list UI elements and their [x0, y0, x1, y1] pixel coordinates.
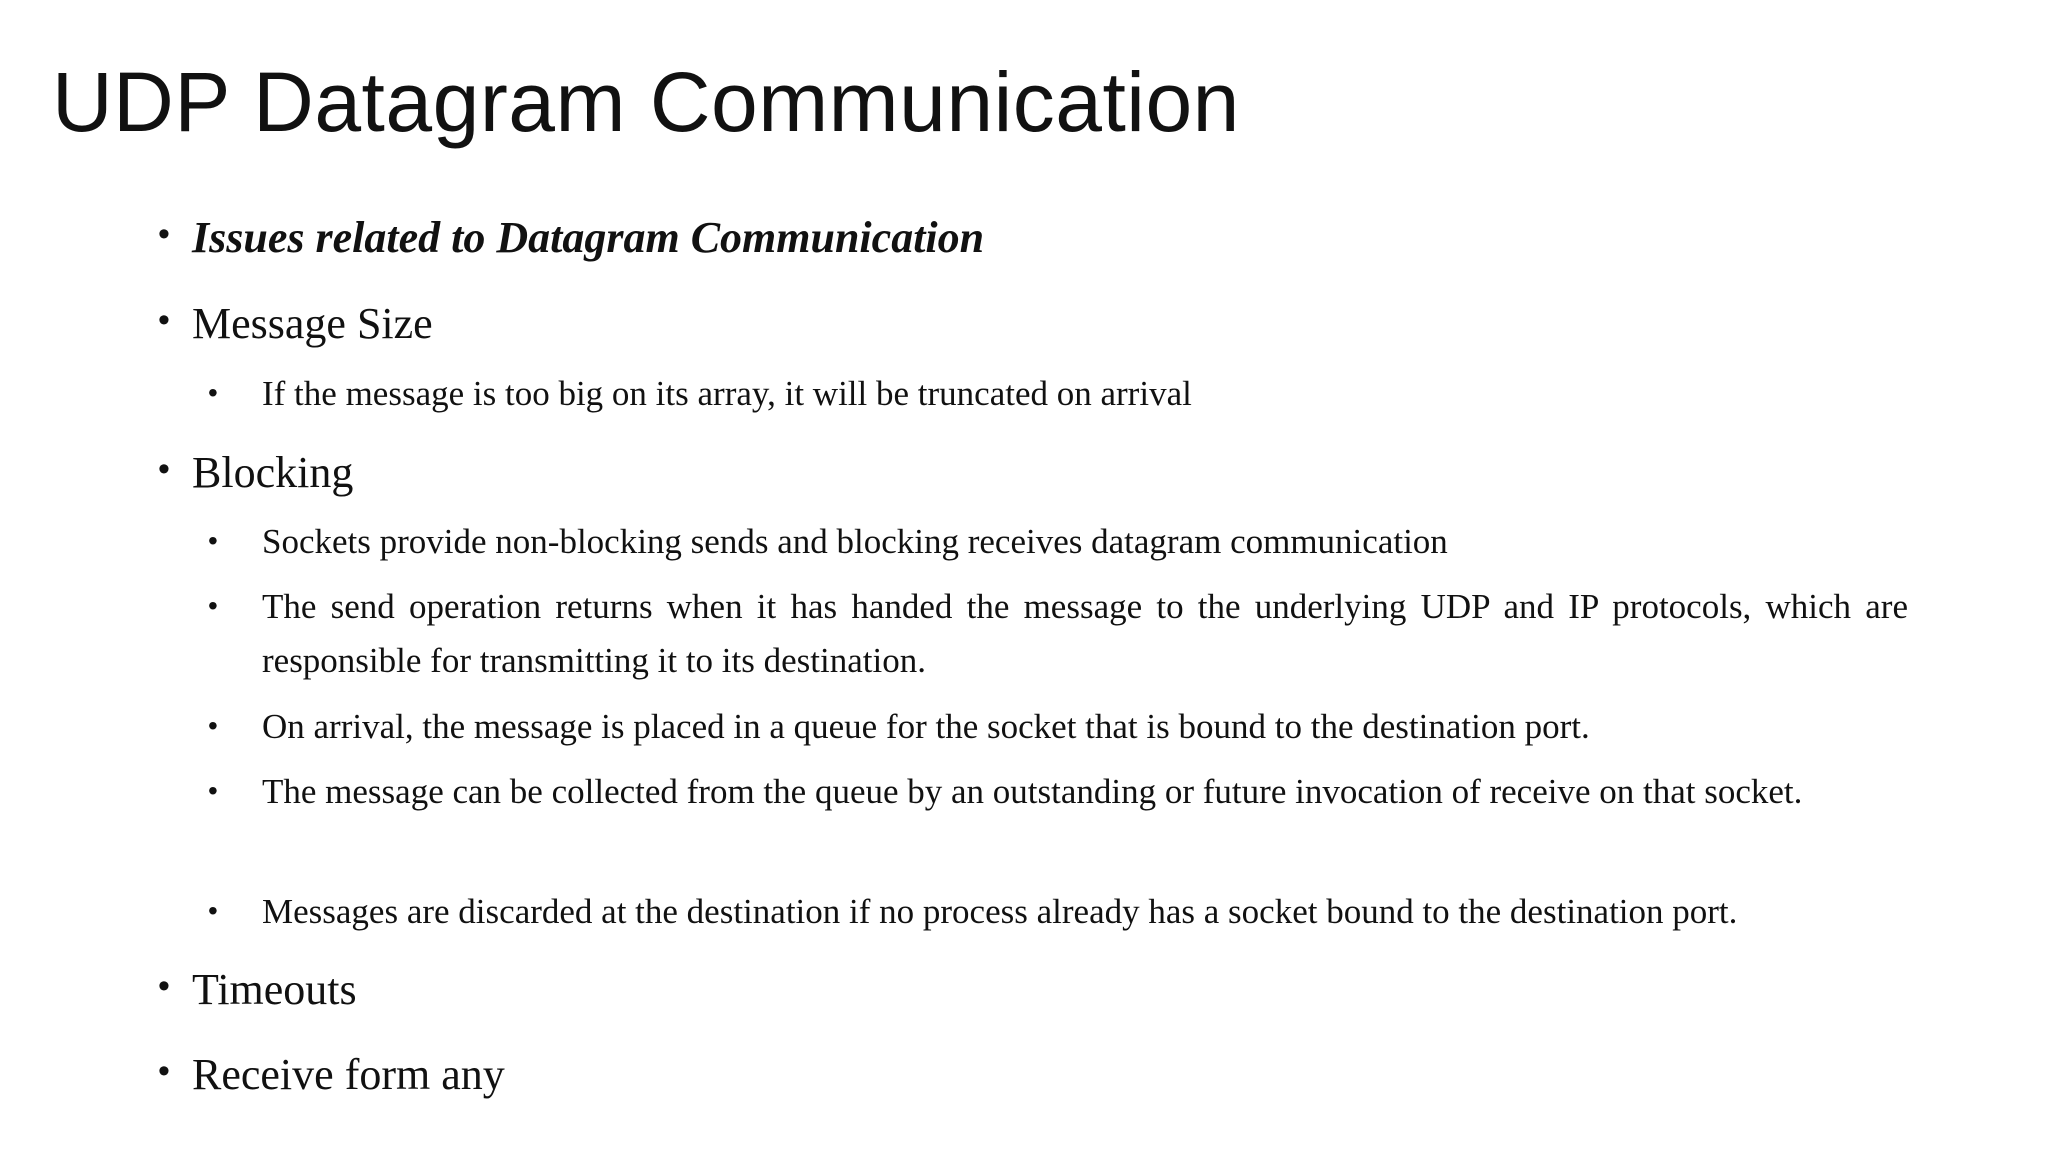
bullet-timeouts: [158, 962, 1918, 1018]
sub-bullet-message-size-text: If the message is too big on its array, it will be truncated on arrival: [262, 374, 1192, 413]
sub-bullet-dot-icon: •: [208, 775, 218, 806]
bullet-blocking: [158, 445, 1918, 501]
sub-bullet-blocking-1-text: Sockets provide non-blocking sends and blocking receives datagram communication: [262, 522, 1448, 561]
sub-bullet-dot-icon: •: [208, 895, 218, 926]
sub-bullet-dot-icon: •: [208, 377, 218, 408]
bullet-timeouts-text: Timeouts: [192, 965, 357, 1014]
bullet-dot-icon: •: [158, 1052, 170, 1090]
sub-bullet-blocking-4-text: The message can be collected from the queue by an outstanding or future invocation of receive on that socket.: [262, 772, 1803, 811]
bullet-receive-from-any: [158, 1047, 1918, 1103]
bullet-dot-icon: •: [158, 301, 170, 339]
sub-bullet-blocking-4: [208, 765, 1908, 819]
bullet-issues-text: Issues related to Datagram Communication: [192, 213, 985, 262]
bullet-message-size-text: Message Size: [192, 299, 433, 348]
bullet-blocking-text: Blocking: [192, 448, 354, 497]
sub-bullet-blocking-5: [208, 885, 1908, 939]
sub-bullet-dot-icon: •: [208, 590, 218, 621]
sub-bullet-blocking-1: [208, 515, 1908, 569]
sub-bullet-dot-icon: •: [208, 525, 218, 556]
sub-bullet-blocking-2: [208, 580, 1908, 688]
sub-bullet-blocking-5-text: Messages are discarded at the destination if no process already has a socket bound to the destination port.: [262, 892, 1738, 931]
bullet-issues: [158, 210, 1918, 266]
sub-bullet-blocking-2-text: The send operation returns when it has handed the message to the underlying UDP and IP protocols, which are responsible for transmitting it to its destination.: [262, 587, 1908, 680]
sub-bullet-dot-icon: •: [208, 710, 218, 741]
bullet-dot-icon: •: [158, 967, 170, 1005]
bullet-message-size: [158, 296, 1918, 352]
slide-title: UDP Datagram Communication: [52, 55, 1240, 149]
bullet-dot-icon: •: [158, 215, 170, 253]
sub-bullet-blocking-3: [208, 700, 1908, 754]
sub-bullet-blocking-3-text: On arrival, the message is placed in a queue for the socket that is bound to the destination port.: [262, 707, 1590, 746]
bullet-receive-from-any-text: Receive form any: [192, 1050, 505, 1099]
sub-bullet-message-size: [208, 367, 1908, 421]
bullet-dot-icon: •: [158, 450, 170, 488]
